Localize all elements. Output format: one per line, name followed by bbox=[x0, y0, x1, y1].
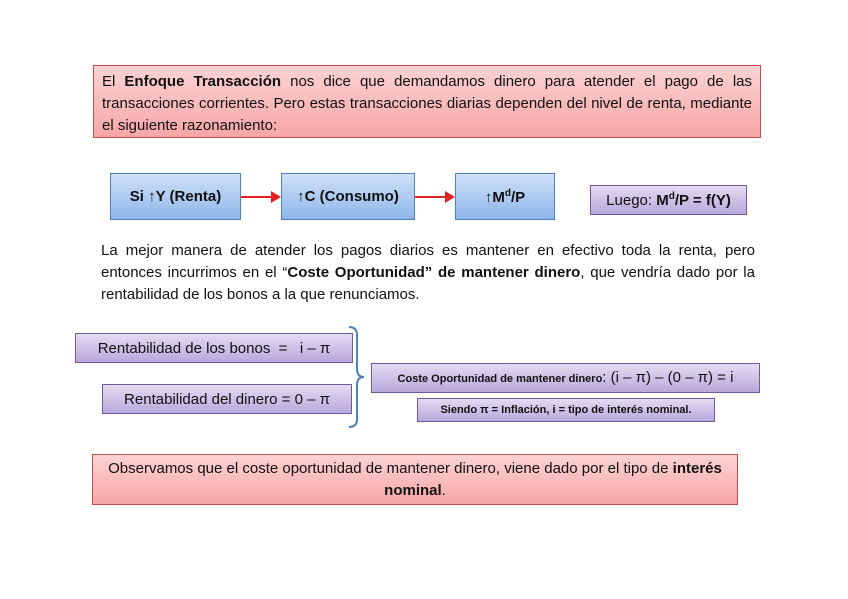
arrow-2-icon bbox=[415, 190, 455, 204]
arrow-1-icon bbox=[241, 190, 281, 204]
flow-box-renta-label: Si ↑Y (Renta) bbox=[129, 188, 222, 205]
money-return-label: Rentabilidad del dinero = 0 – π bbox=[124, 390, 330, 408]
opportunity-paragraph: La mejor manera de atender los pagos diarios es mantener en efectivo toda la renta, pero entonces incurrimos en el “Coste Oportunidad” de mantener dinero, que vendría dado por la rentabilidad de los bonos a la que renunciamos. bbox=[101, 242, 755, 303]
result-label: Luego: $M^d/P = f(Y)$ bbox=[606, 191, 731, 209]
flow-box-renta bbox=[110, 173, 241, 220]
intro-text-1: El bbox=[102, 73, 125, 90]
flow-box-consumo-label: ↑C (Consumo) bbox=[297, 188, 399, 205]
money-return-box bbox=[102, 384, 352, 414]
conclusion-bold: interés nominal bbox=[384, 460, 722, 499]
bracket-icon bbox=[347, 325, 367, 429]
opportunity-cost-box bbox=[371, 363, 760, 393]
flow-box-money-demand bbox=[455, 173, 555, 220]
definition-note-box bbox=[417, 398, 715, 422]
opportunity-bold: Coste Oportunidad” de mantener dinero bbox=[287, 264, 581, 281]
flow-box-consumo bbox=[281, 173, 415, 220]
intro-bold: Enfoque Transacción bbox=[124, 73, 282, 90]
conclusion-box: Observamos que el coste oportunidad de mantener dinero, viene dado por el tipo de interés nominal. bbox=[92, 454, 738, 505]
definition-note-label: Siendo π = Inflación, i = tipo de interés nominal. bbox=[440, 404, 692, 416]
bonds-return-label: Rentabilidad de los bonos = i – π bbox=[97, 339, 331, 357]
bonds-return-box bbox=[75, 333, 353, 363]
intro-box bbox=[93, 65, 761, 138]
flow-box-money-demand-label: $↑M^d/P$ bbox=[484, 187, 526, 206]
opportunity-cost-label: Coste Oportunidad de mantener dinero: (i – π) – (0 – π) = i bbox=[397, 369, 734, 386]
result-box bbox=[590, 185, 747, 215]
intro-text-2: nos dice que demandamos dinero para atender el pago de las transacciones corrientes. Pero estas transacciones diarias dependen del nivel de renta, mediante el siguiente razonamiento: bbox=[102, 73, 752, 134]
